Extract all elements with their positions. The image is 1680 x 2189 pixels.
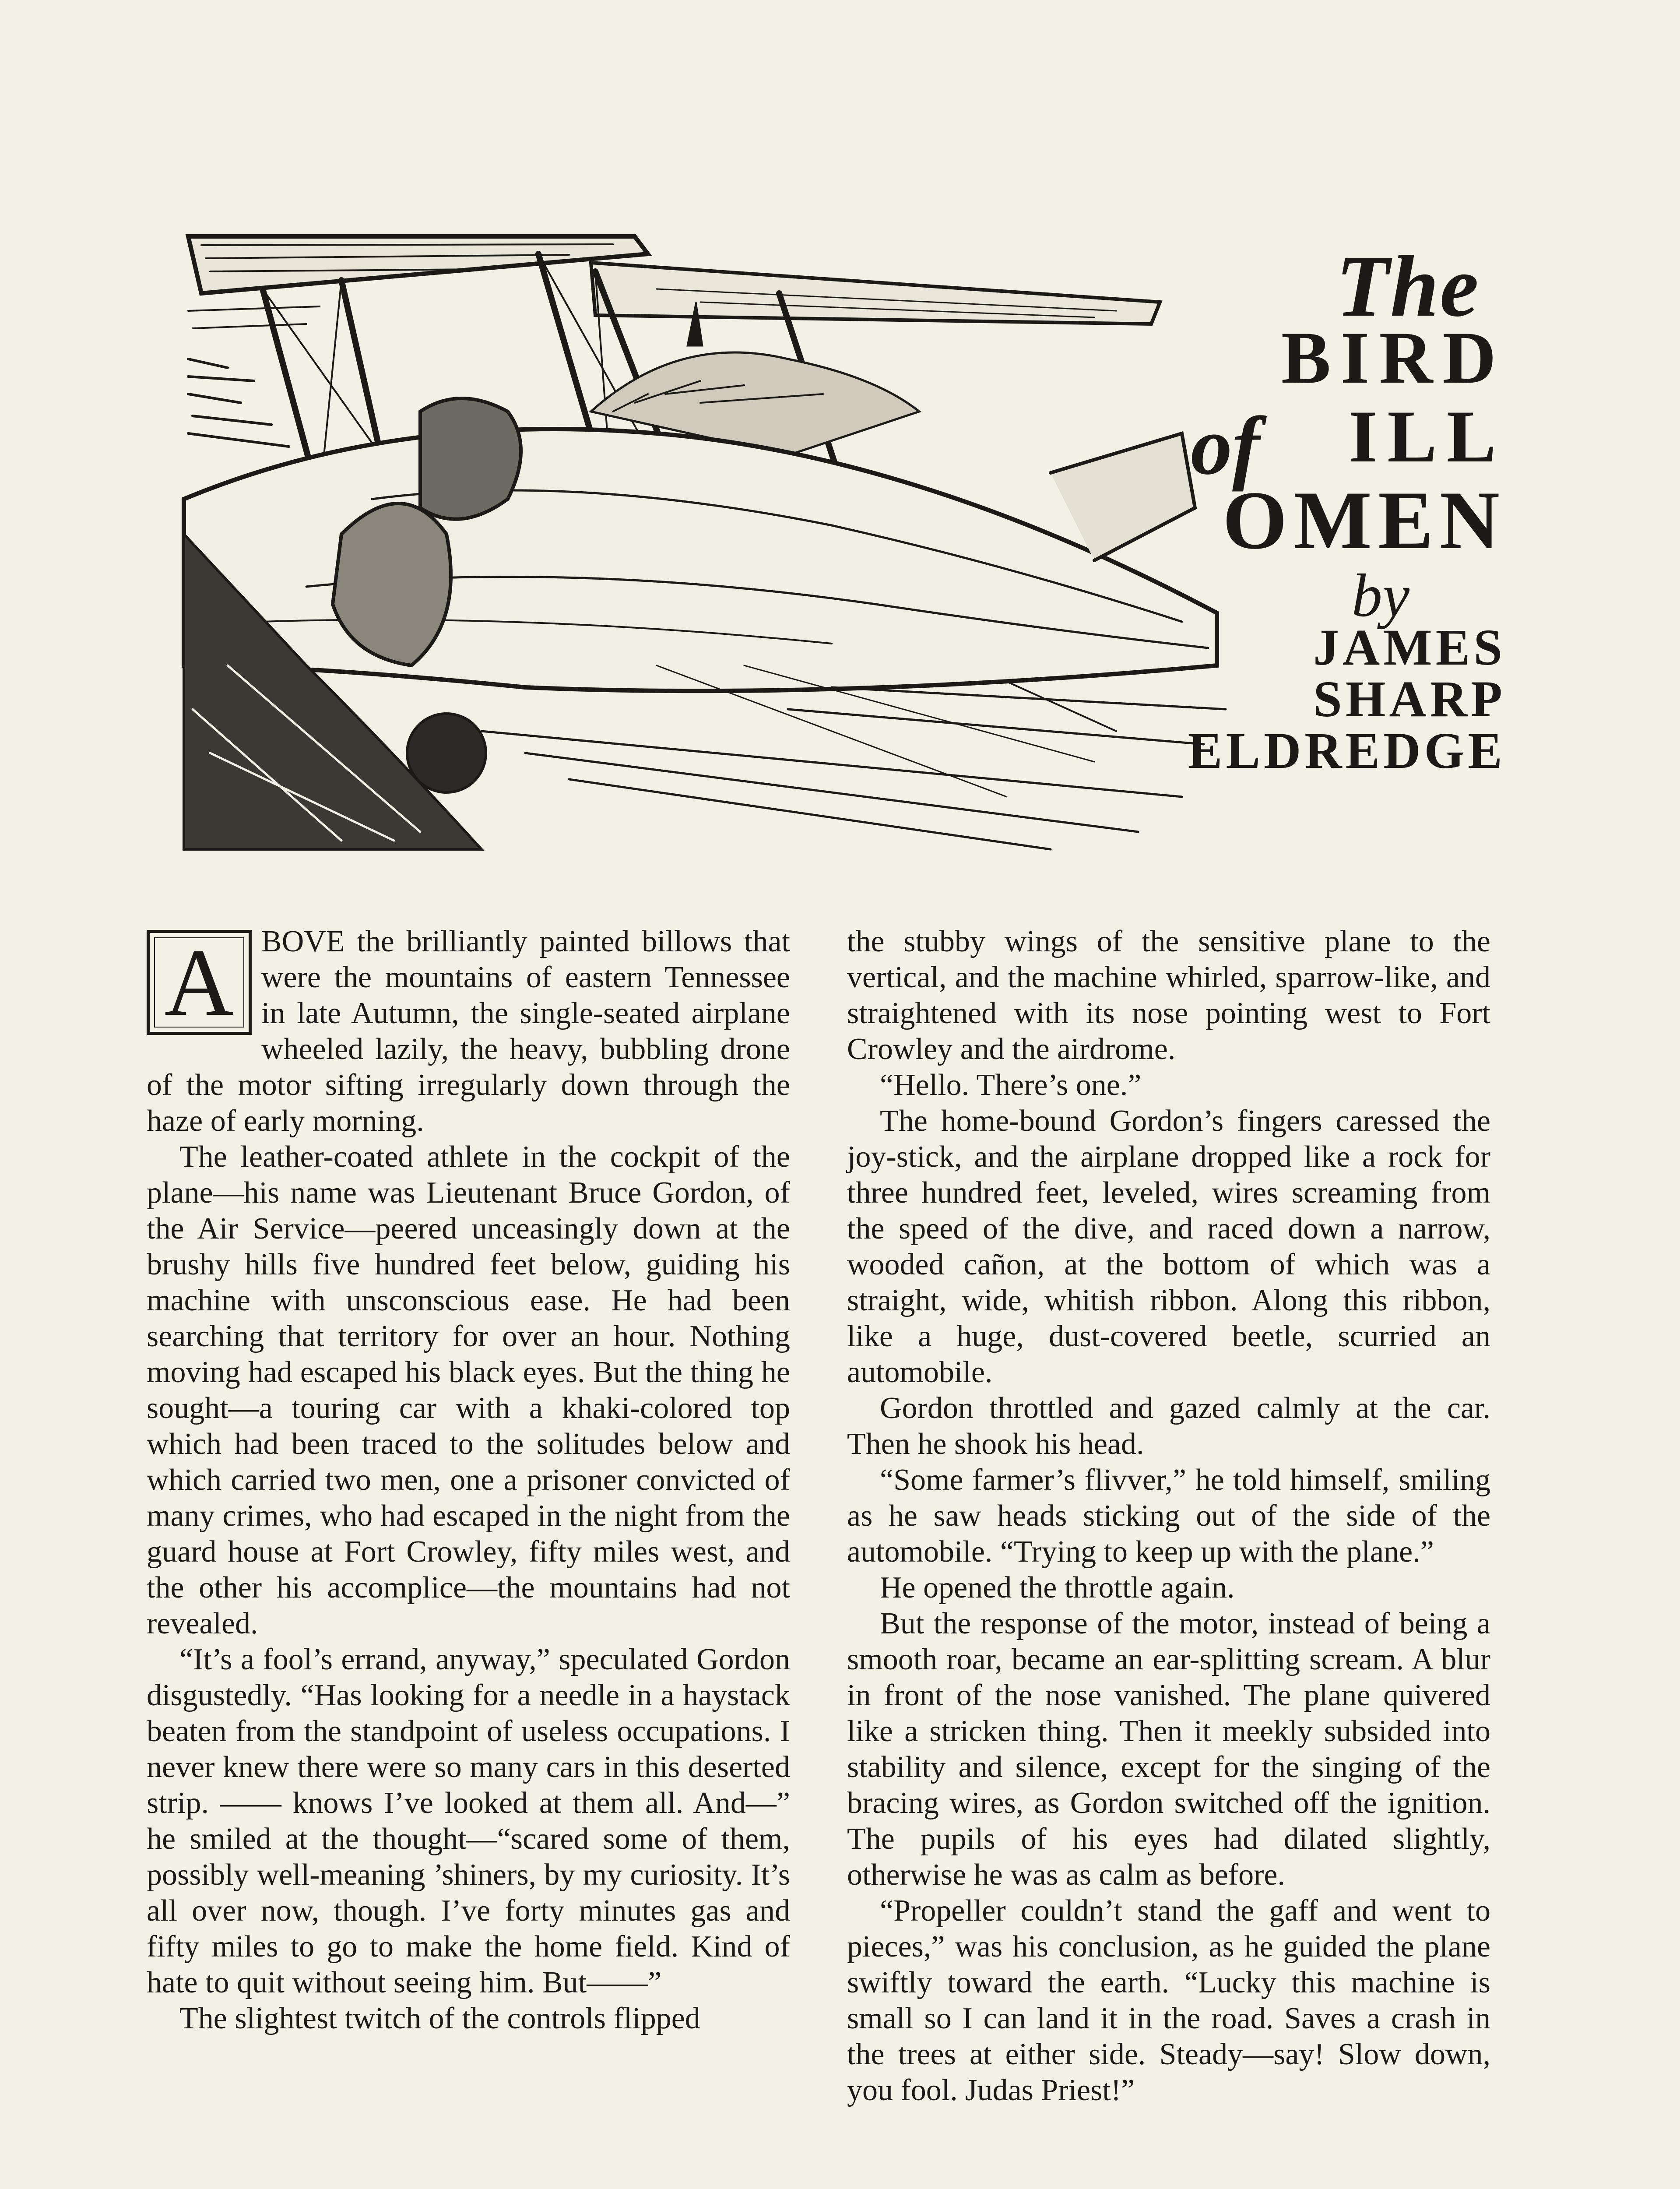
- paragraph-text: BOVE the brilliantly painted billows that were the mountains of eastern Tennessee in late Autumn, the single-seated airplane wheeled lazily, the heavy, bubbling drone of the motor sifting irregularly down through the haze of early morning.: [147, 925, 790, 1138]
- paragraph: But the response of the motor, instead of being a smooth roar, became an ear-splitting scream. A blur in front of the nose vanished. The plane quivered like a stricken thing. Then it meekly subsided into stability and silence, except for the singing of the bracing wires, as Gordon switched off the ignition. The pupils of his eyes had dilated slightly, otherwise he was as calm as before.: [847, 1607, 1490, 1892]
- paragraph: Gordon throttled and gazed calmly at the car. Then he shook his head.: [847, 1391, 1490, 1461]
- paragraph: “Propeller couldn’t stand the gaff and went to pieces,” was his conclusion, as he guided the plane swiftly toward the earth. “Lucky this machine is small so I can land it in the road. Saves a crash in the trees at either side. Steady—say! Slow down, you fool. Judas Priest!”: [847, 1894, 1490, 2107]
- title-block: [1164, 228, 1506, 779]
- left-column: [147, 924, 790, 2037]
- author-name: [1188, 619, 1506, 779]
- paragraph: The home-bound Gordon’s fingers caressed the joy-stick, and the airplane dropped like a rock for three hundred feet, leveled, wires screaming from the speed of the dive, and raced down a narrow, wooded cañon, at the bottom of which was a straight, wide, whitish ribbon. Along this ribbon, like a huge, dust-covered beetle, scurried an automobile.: [847, 1104, 1490, 1389]
- title-bird: BIRD: [1281, 317, 1506, 399]
- author-line-2: SHARP: [1313, 670, 1506, 728]
- title-omen: OMEN: [1222, 475, 1506, 567]
- paragraph: He opened the throttle again.: [880, 1571, 1235, 1605]
- paragraph: The leather-coated athlete in the cockpit of the plane—his name was Lieutenant Bruce Gordon, of the Air Service—peered unceasingly down at the brushy hills five hundred feet below, guiding his machine with unsconscious ease. He had been searching that territory for over an hour. Nothing moving had escaped his black eyes. But the thing he sought—a touring car with a khaki-colored top which had been traced to the solitudes below and which carried two men, one a prisoner convicted of many crimes, who had escaped in the night from the guard house at Fort Crowley, fifty miles west, and the other his accomplice—the mountains had not revealed.: [147, 1140, 790, 1640]
- right-column: [847, 924, 1490, 2108]
- paragraph: [147, 924, 790, 1139]
- paragraph: The slightest twitch of the controls flipped: [179, 2002, 700, 2035]
- paragraph: “Hello. There’s one.”: [880, 1068, 1142, 1102]
- paragraph: “Some farmer’s flivver,” he told himself, smiling as he saw heads sticking out of the side of the automobile. “Trying to keep up with the plane.”: [847, 1463, 1490, 1569]
- author-line-3: ELDREDGE: [1188, 722, 1506, 779]
- drop-cap: A: [147, 930, 252, 1035]
- title-the: The: [1336, 238, 1480, 335]
- title-ill: ILL: [1349, 395, 1506, 478]
- biplane-illustration: [175, 228, 1248, 862]
- byline-by: by: [1351, 562, 1409, 630]
- author-line-1: JAMES: [1313, 619, 1506, 676]
- title-of: of: [1191, 400, 1260, 492]
- paragraph: “It’s a fool’s errand, anyway,” speculated Gordon disgustedly. “Has looking for a needle in a haystack beaten from the standpoint of useless occupations. I never knew there were so many cars in this deserted strip. —— knows I’ve looked at them all. And—” he smiled at the thought—“scared some of them, possibly well-meaning ’shiners, by my curiosity. It’s all over now, though. I’ve forty minutes gas and fifty miles to go to make the home field. Kind of hate to quit without seeing him. But——”: [147, 1643, 790, 1999]
- paragraph: the stubby wings of the sensitive plane to the vertical, and the machine whirled, sparrow-like, and straightened with its nose pointing west to Fort Crowley and the airdrome.: [847, 925, 1490, 1066]
